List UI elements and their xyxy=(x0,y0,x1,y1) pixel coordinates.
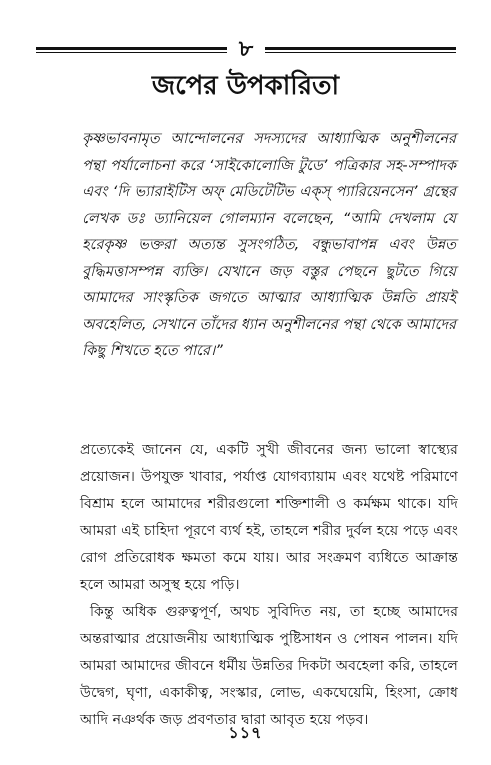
right-double-rule xyxy=(265,47,456,53)
left-double-rule xyxy=(36,47,227,53)
chapter-title: জপের উপকারিতা xyxy=(151,71,340,101)
body-paragraph-2: কিন্তু অধিক গুরুত্বপূর্ণ, অথচ সুবিদিত নয়, তা হচ্ছে আমাদের অন্তরাত্মার প্রয়োজনীয় আধ্যাত্মিক পুষ্টিসাধন ও পোষন পালন। যদি আমরা আমাদের জীবনে ধর্মীয় উন্নতির দিকটা অবহেলা করি, তাহলে উদ্বেগ, ঘৃণা, একাকীত্ব, সংস্কার, লোভ, একঘেয়েমি, হিংসা, ক্রোধ আদি নঞর্থক জড় প্রবণতার দ্বারা আবৃত হয়ে পড়ব। xyxy=(80,604,458,728)
body-text xyxy=(80,437,458,734)
quote-paragraph: কৃষ্ণভাবনামৃত আন্দোলনের সদস্যদের আধ্যাত্মিক অনুশীলনের পন্থা পর্যালোচনা করে ‘সাইকোলোজি টুডে’ পত্রিকার সহ-সম্পাদক এবং ‘দি ভ্যারাইটিস অফ্ মেডিটেটিভ এক্স্ প্যারিয়েনসেন’ গ্রন্থের লেখক ডঃ ড্যানিয়েল গোলম্যান বলেছেন, “আমি দেখলাম যে হরেকৃষ্ণ ভক্তরা অত্যন্ত সুসংগঠিত, বন্ধুভাবাপন্ন এবং উন্নত বুদ্ধিমত্তাসম্পন্ন ব্যক্তি। যেখানে জড় বস্তুর পেছনে ছুটতে গিয়ে আমাদের সাংস্কৃতিক জগতে আত্মার আধ্যাত্মিক উন্নতি প্রায়ই অবহেলিত, সেখানে তাঁদের ধ্যান অনুশীলনের পন্থা থেকে আমাদের কিছু শিখতে হতে পারে।” xyxy=(82,131,456,359)
chapter-number: ৮ xyxy=(238,37,254,62)
page-number: ১১৭ xyxy=(228,723,263,742)
body-paragraph-1: প্রত্যেকেই জানেন যে, একটি সুখী জীবনের জন্য ভালো স্বাস্থ্যের প্রয়োজন। উপযুক্ত খাবার, পর্যাপ্ত যোগব্যায়াম এবং যথেষ্ট পরিমাণে বিশ্রাম হলে আমাদের শরীরগুলো শক্তিশালী ও কর্মক্ষম থাকে। যদি আমরা এই চাহিদা পূরণে ব্যর্থ হই, তাহলে শরীর দুর্বল হয়ে পড়ে এবং রোগ প্রতিরোধক ক্ষমতা কমে যায়। আর সংক্রমণ ব্যধিতে আক্রান্ত হলে আমরা অসুস্থ হয়ে পড়ি। xyxy=(80,442,458,593)
chapter-header xyxy=(36,38,456,62)
